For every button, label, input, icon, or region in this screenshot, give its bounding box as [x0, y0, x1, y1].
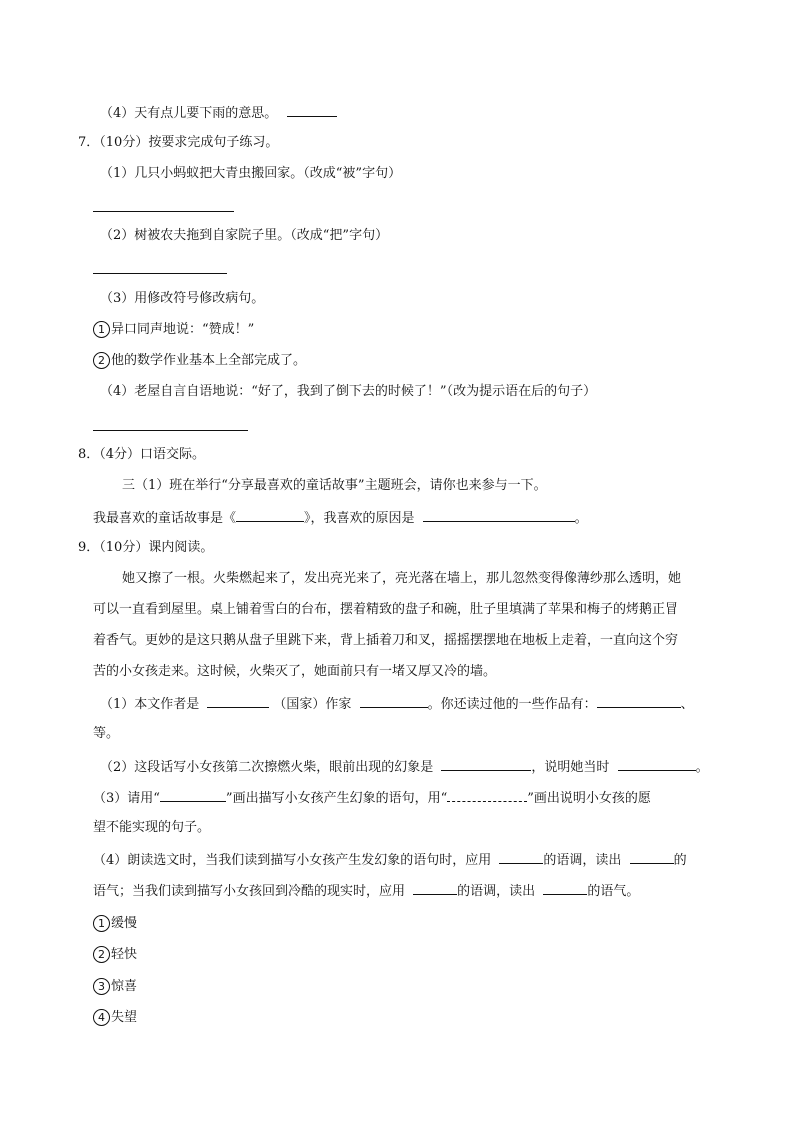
option-2[interactable]: 2 轻快: [93, 945, 137, 965]
q9-item-3: （3）请用“ ”画出描写小女孩产生幻象的语句，用“ ”画出说明小女孩的愿: [93, 787, 651, 809]
answer-blank[interactable]: [630, 849, 674, 864]
question-7-heading: 7．（10分）按要求完成句子练习。: [78, 135, 279, 150]
q7-item-3: （3）用修改符号修改病句。: [100, 291, 265, 306]
q7-item-3-sentence-1: 1 异口同声地说：“赞成！”: [93, 320, 254, 340]
answer-blank[interactable]: [499, 849, 543, 864]
option-4[interactable]: 4 失望: [93, 1008, 137, 1028]
q8-prompt: 三（1）班在举行“分享最喜欢的童话故事”主题班会，请你也来参与一下。: [122, 478, 547, 493]
answer-line[interactable]: [93, 273, 227, 274]
circled-number: 1: [93, 915, 110, 932]
answer-blank[interactable]: [207, 693, 269, 708]
straight-line-mark: [160, 787, 226, 802]
q6-item-4: （4）天有点儿要下雨的意思。: [100, 102, 337, 124]
q7-item-2: （2）树被农夫拖到自家院子里。（改成“把”字句）: [100, 228, 389, 243]
question-8-heading: 8．（4分）口语交际。: [78, 447, 206, 462]
passage-line: 着香气。更妙的是这只鹅从盘子里跳下来，背上插着刀和叉，摇摇摆摆地在地板上走着，一直向这个穷: [93, 633, 679, 648]
q9-item-3-cont: 望不能实现的句子。: [93, 820, 211, 835]
answer-blank[interactable]: [618, 756, 696, 771]
answer-blank[interactable]: [287, 102, 337, 117]
option-3[interactable]: 3 惊喜: [93, 977, 137, 997]
q7-item-1: （1）几只小蚂蚁把大青虫搬回家。（改成“被”字句）: [100, 166, 402, 181]
answer-blank[interactable]: [360, 693, 428, 708]
q9-item-1-end: 等。: [93, 726, 120, 741]
circled-number: 1: [93, 321, 110, 338]
q8-answer-line: 我最喜欢的童话故事是《 》，我喜欢的原因是 。: [93, 507, 588, 529]
circled-number: 4: [93, 1009, 110, 1026]
question-9-heading: 9．（10分）课内阅读。: [78, 540, 214, 555]
circled-number: 3: [93, 978, 110, 995]
q9-item-4-cont: 语气；当我们读到描写小女孩回到冷酷的现实时，应用 的语调，读出 的语气。: [93, 880, 639, 902]
answer-blank[interactable]: [597, 693, 681, 708]
answer-blank[interactable]: [543, 880, 587, 895]
q9-item-4: （4）朗读选文时，当我们读到描写小女孩产生发幻象的语句时，应用 的语调，读出 的: [93, 849, 687, 871]
passage-line: 可以一直看到屋里。桌上铺着雪白的台布，摆着精致的盘子和碗，肚子里填满了苹果和梅子的烤鹅正冒: [93, 602, 679, 617]
answer-blank[interactable]: [236, 507, 304, 522]
answer-blank[interactable]: [423, 507, 575, 522]
q7-item-3-sentence-2: 2 他的数学作业基本上全部完成了。: [93, 351, 306, 371]
answer-blank[interactable]: [441, 756, 531, 771]
answer-line[interactable]: [93, 430, 248, 431]
circled-number: 2: [93, 946, 110, 963]
passage-line: 她又擦了一根。火柴燃起来了，发出亮光来了，亮光落在墙上，那儿忽然变得像薄纱那么透明，她: [122, 571, 682, 586]
answer-line[interactable]: [93, 211, 234, 212]
passage-line: 苦的小女孩走来。这时候，火柴灭了，她面前只有一堵又厚又冷的墙。: [93, 664, 497, 679]
wavy-line-mark: [447, 787, 527, 802]
circled-number: 2: [93, 352, 110, 369]
option-1[interactable]: 1 缓慢: [93, 914, 137, 934]
answer-blank[interactable]: [413, 880, 457, 895]
q9-item-1: （1）本文作者是 （国家）作家 。你还读过他的一些作品有： 、: [100, 693, 694, 715]
q9-item-2: （2）这段话写小女孩第二次擦燃火柴，眼前出现的幻象是 ，说明她当时 。: [100, 756, 709, 778]
q7-item-4: （4）老屋自言自语地说：“好了，我到了倒下去的时候了！”（改为提示语在后的句子）: [100, 384, 597, 399]
